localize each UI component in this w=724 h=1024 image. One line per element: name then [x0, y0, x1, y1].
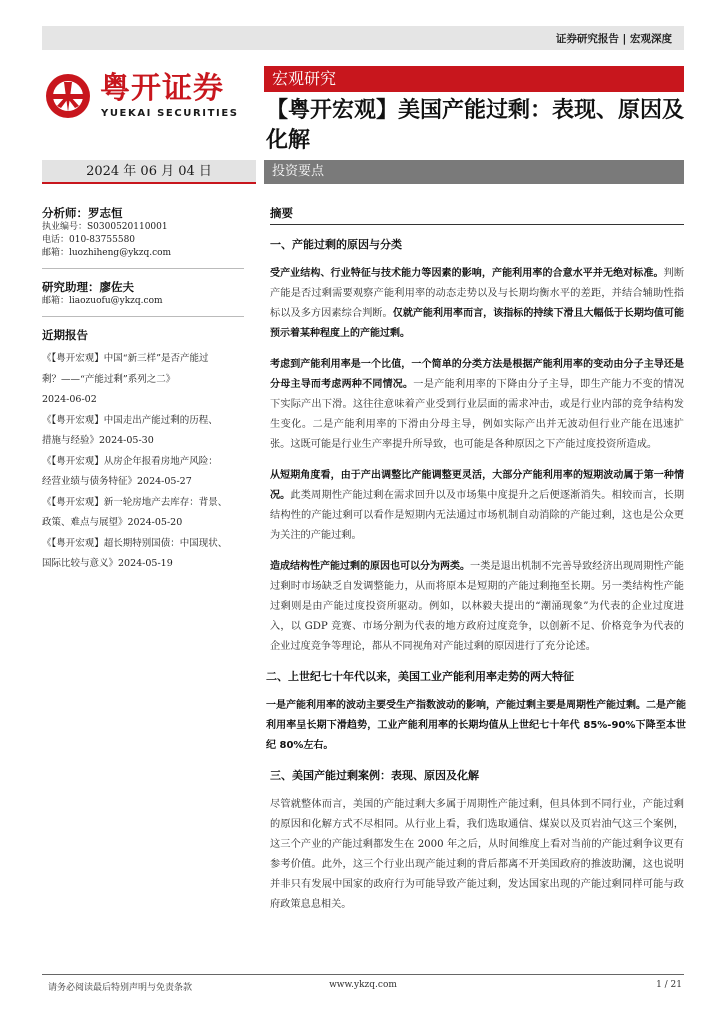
recent-reports-list	[42, 349, 244, 575]
analyst-cert: 执业编号：S0300520110001	[42, 222, 168, 232]
recent-report-line[interactable]: 2024-06-02	[42, 394, 97, 405]
divider	[42, 316, 244, 317]
bold-lead: 从短期角度看，由于产出调整比产能调整更灵活，大部分产能利用率的短期波动属于第一种情况。	[270, 470, 684, 501]
recent-report-line[interactable]: 剩？——“产能过剩”系列之二》	[42, 373, 176, 385]
logo-text-cn: 粤开证券	[100, 71, 224, 106]
footer-disclaimer[interactable]: 请务必阅读最后特别声明与免责条款	[48, 983, 193, 993]
body-text: 此类周期性产能过剩在需求回升以及市场集中度提升之后便逐渐消失。相较而言，长期结构性的产能过剩可以看作是短期内无法通过市场机制自动消除的产能过剩，这也是公众更为关注的产能过剩。	[270, 490, 685, 541]
section-3-paragraph: 尽管就整体而言，美国的产能过剩大多属于周期性产能过剩，但具体到不同行业，产能过剩的原因和化解方式不尽相同。从行业上看，我们选取通信、煤炭以及页岩油气这三个案例，这三个产业的产能过剩都发生在 2000 年之后，从时间维度上看对当前的产能过剩争议更有参考价值。此外，这三个行业出现产能过剩的背后都离不开美国政府的推波助澜，这也说明并非只有发展中国家的政府行为可能导致产能过剩，发达国家出现的产能过剩同样可能与政府政策息息相关。	[270, 799, 684, 910]
analyst-phone: 电话：010-83755580	[42, 235, 136, 245]
report-date: 2024 年 06 月 04 日	[42, 160, 256, 184]
report-type-tag: 证券研究报告 | 宏观深度	[555, 33, 672, 45]
assistant-heading: 研究助理：廖佐夫	[42, 280, 134, 294]
section-2-paragraph: 一是产能利用率的波动主要受生产指数波动的影响，产能过剩主要是周期性产能过剩。二是产能利用率呈长期下滑趋势，工业产能利用率的长期均值从上世纪七十年代 85%-90%下降至本世纪 80%左右。	[266, 700, 686, 751]
report-title: 【粤开宏观】美国产能过剩：表现、原因及化解	[266, 98, 685, 153]
section-1-paragraph-4	[270, 557, 684, 657]
body-text: 一是产能利用率的下降由分子主导，即生产能力不变的情况下实际产出下滑。这往往意味着产业受到行业层面的需求冲击，或是行业内部的竞争结构发生变化。二是产能利用率的下滑由分母主导，例如实际产出并无波动但行业产能在迅速扩张。这既可能是行业生产率提升所导致，也可能是各种原因之下产能过度投资所造成。	[270, 379, 685, 450]
recent-reports-heading: 近期报告	[42, 328, 88, 342]
logo-text-en: YUEKAI SECURITIES	[101, 108, 239, 119]
bold-lead: 考虑到产能利用率是一个比值，一个简单的分类方法是根据产能利用率的变动由分子主导还是分母主导而考虑两种不同情况。	[270, 359, 684, 390]
page-number: 1 / 21	[656, 980, 682, 990]
company-logo	[44, 72, 244, 122]
recent-report-line[interactable]: 措施与经验》2024-05-30	[42, 435, 154, 446]
section-3-heading: 三、美国产能过剩案例：表现、原因及化解	[270, 769, 479, 782]
logo-mark-icon	[44, 72, 92, 120]
body-text: 一类是退出机制不完善导致经济出现周期性产能过剩时市场缺乏自发调整能力，从而将原本是短期的产能过剩拖至长期。另一类结构性产能过剩则是由产能过度投资所驱动。例如，以林毅夫提出的“潮涌现象”为代表的企业过度进入，以 GDP 竞赛、市场分割为代表的地方政府过度竞争，以创新不足、价格竞争为代表的企业过度竞争等理论，都从不同视角对产能过剩的原因进行了充分论述。	[270, 561, 684, 652]
bold-conclusion: 仅就产能利用率而言，该指标的持续下滑且大幅低于长期均值可能预示着某种程度上的产能过剩。	[270, 308, 685, 339]
sidebar	[42, 205, 244, 575]
section-1-paragraph-3	[270, 466, 684, 546]
section-1-paragraph-2	[270, 355, 684, 455]
recent-report-line[interactable]: 国际比较与意义》2024-05-19	[42, 558, 173, 569]
divider	[42, 268, 244, 269]
body-text: 判断产能是否过剩需要观察产能利用率的动态走势以及与长期均衡水平的差距，并结合辅助性指标以及多方因素综合判断。	[270, 268, 685, 319]
assistant-email: 邮箱：liaozuofu@ykzq.com	[42, 296, 163, 306]
recent-report-line[interactable]: 《【粤开宏观】超长期特别国债：中国现状、	[42, 537, 228, 549]
analyst-email: 邮箱：luozhiheng@ykzq.com	[42, 248, 172, 258]
recent-report-line[interactable]: 政策、难点与展望》2024-05-20	[42, 517, 183, 528]
abstract-label: 摘要	[270, 205, 684, 225]
header-bar	[42, 26, 684, 50]
recent-report-line[interactable]: 《【粤开宏观】中国“新三样”是否产能过	[42, 353, 209, 364]
report-category: 宏观研究	[264, 66, 684, 92]
page-footer	[42, 974, 684, 994]
section-2-heading: 二、上世纪七十年代以来，美国工业产能利用率走势的两大特征	[266, 670, 574, 683]
recent-report-line[interactable]: 《【粤开宏观】中国走出产能过剩的历程、	[42, 414, 218, 426]
section-1-heading: 一、产能过剩的原因与分类	[270, 238, 402, 251]
analyst-heading: 分析师：罗志恒	[42, 206, 123, 220]
recent-report-line[interactable]: 经营业绩与债务特征》2024-05-27	[42, 476, 192, 487]
section-1-paragraph-1	[270, 264, 684, 344]
section-heading: 投资要点	[264, 160, 684, 184]
footer-website[interactable]: www.ykzq.com	[329, 980, 397, 990]
bold-lead: 受产业结构、行业特征与技术能力等因素的影响，产能利用率的合意水平并无绝对标准。	[270, 268, 664, 279]
abstract-content	[266, 205, 686, 926]
recent-report-line[interactable]: 《【粤开宏观】新一轮房地产去库存：背景、	[42, 496, 228, 508]
recent-report-line[interactable]: 《【粤开宏观】从房企年报看房地产风险：	[42, 455, 218, 467]
bold-lead: 造成结构性产能过剩的原因也可以分为两类。	[270, 561, 471, 572]
